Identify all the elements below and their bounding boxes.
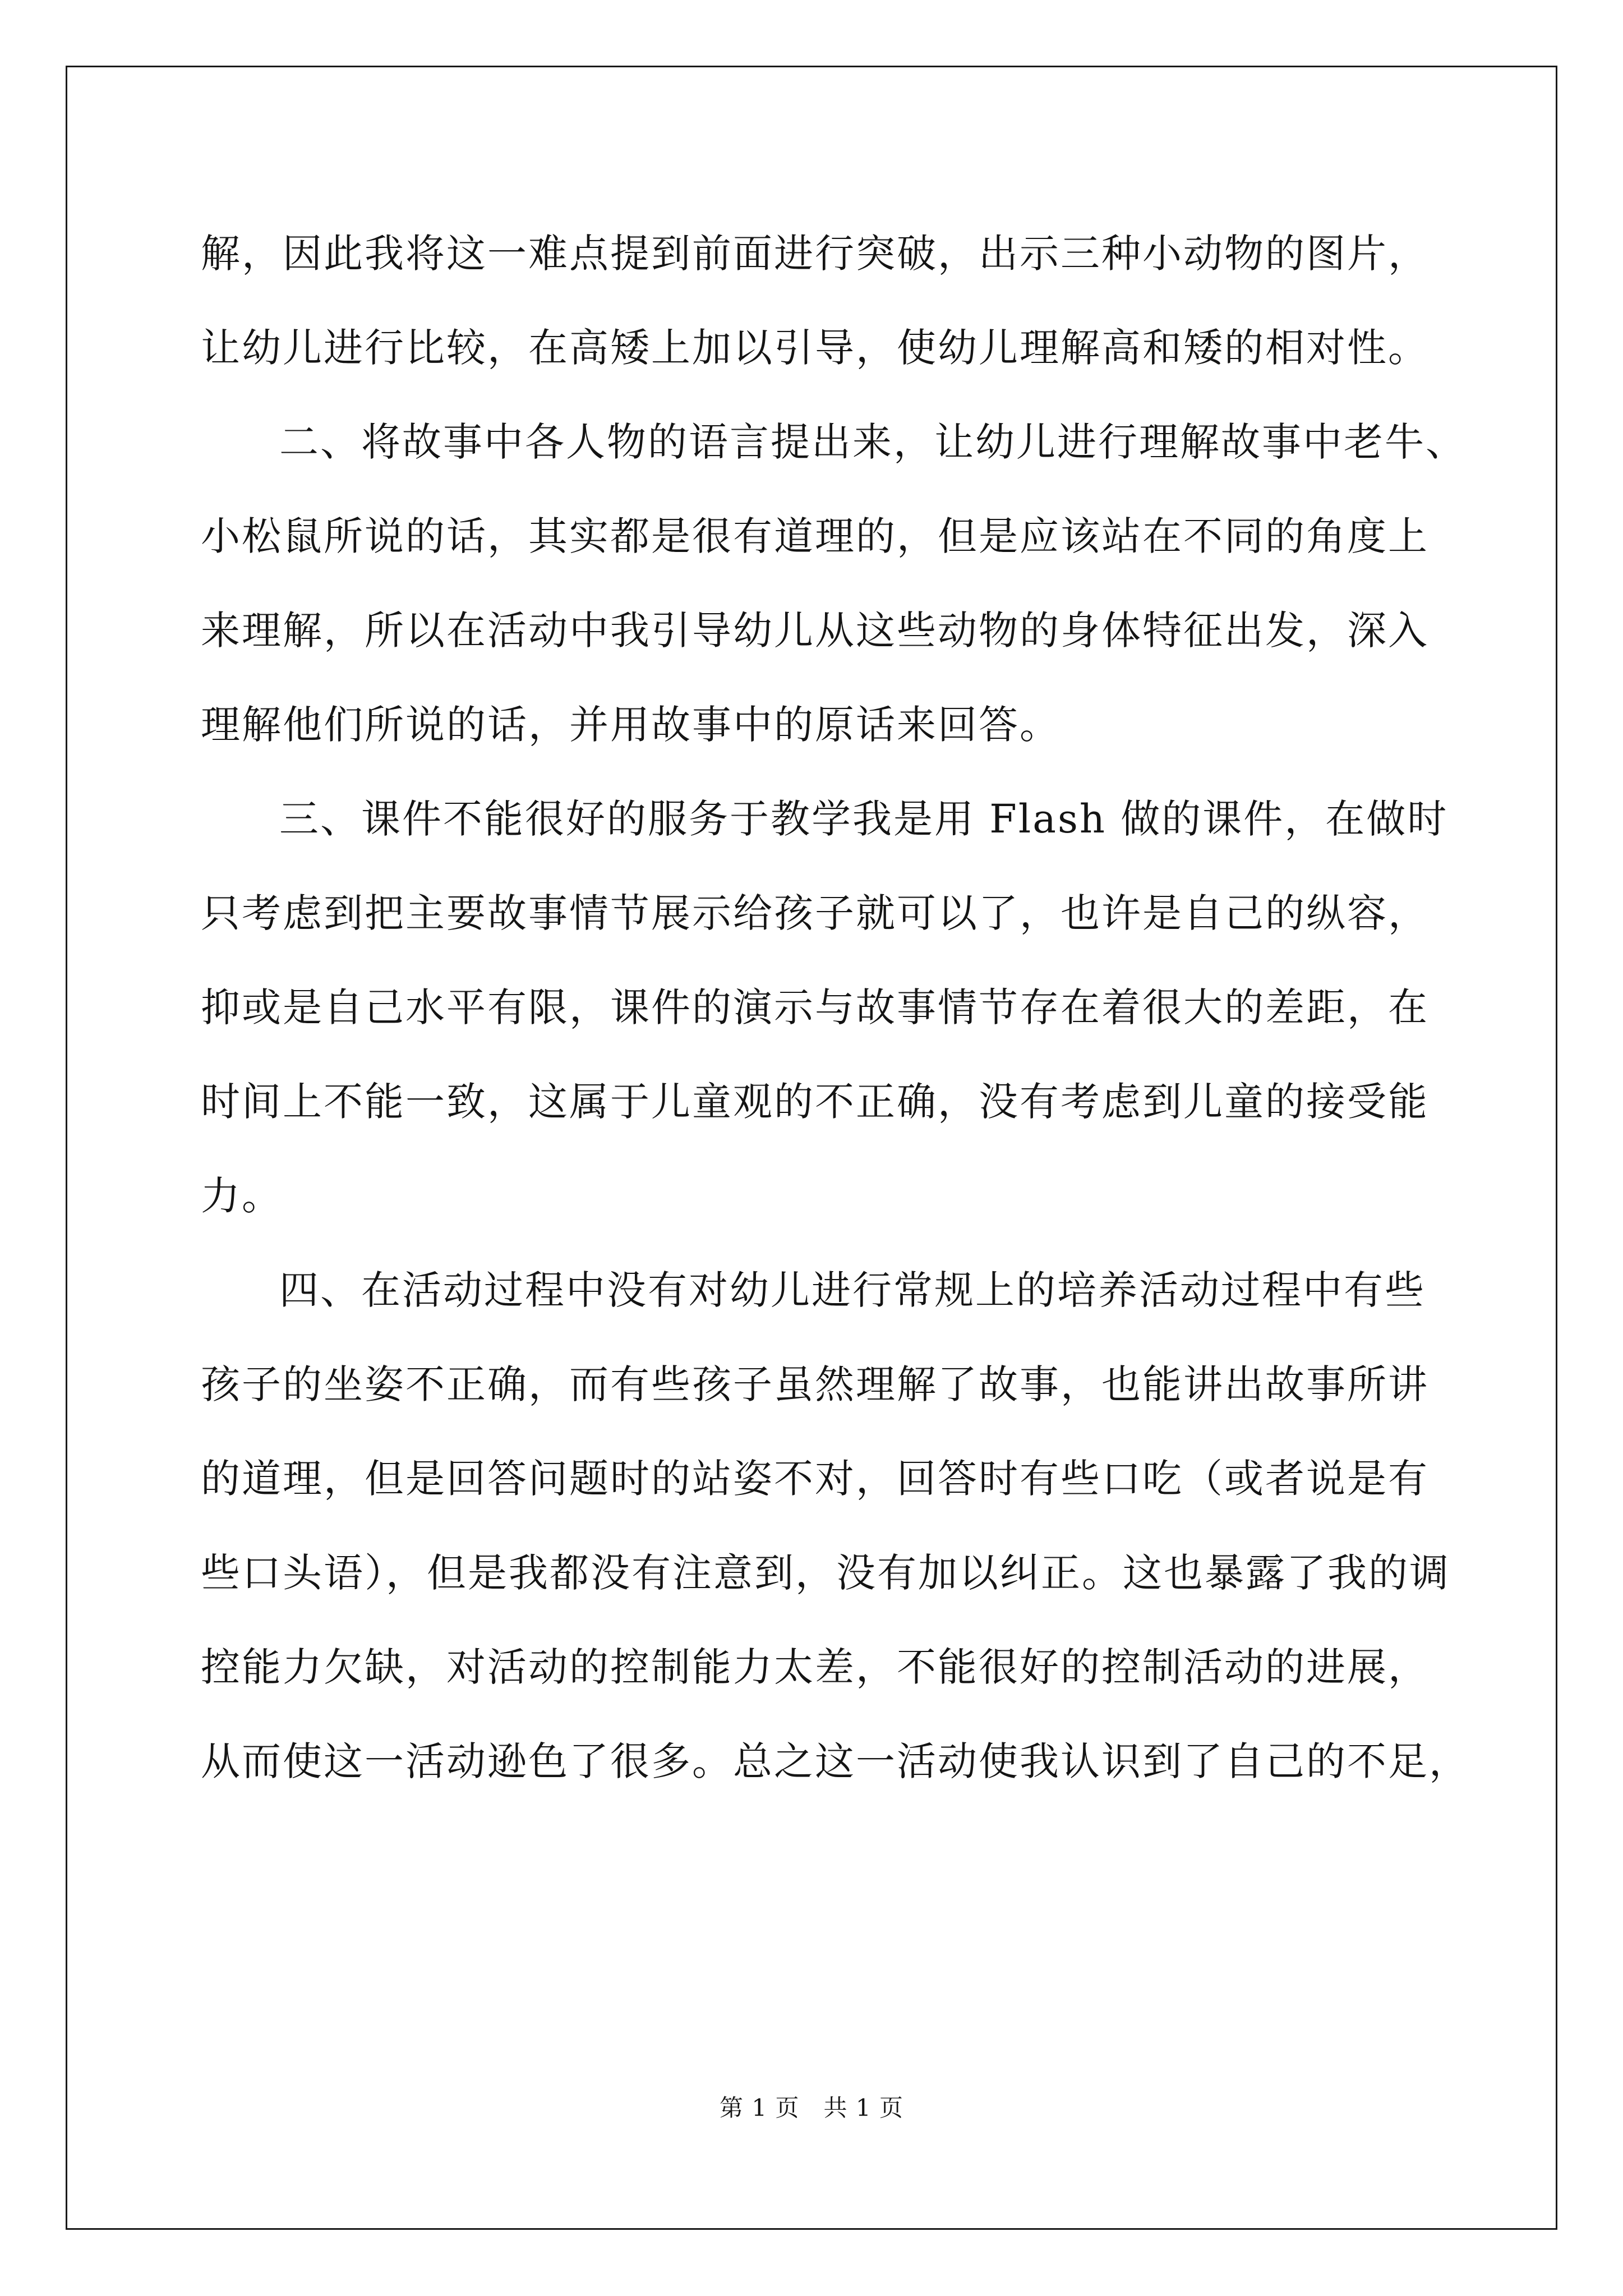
body-line-17: 从而使这一活动逊色了很多。总之这一活动使我认识到了自己的不足， [201, 1738, 1470, 1784]
paragraph-2-line-1: 二、将故事中各人物的语言提出来，让幼儿进行理解故事中老牛、 [279, 419, 1467, 465]
body-line-9: 抑或是自己水平有限，课件的演示与故事情节存在着很大的差距，在 [201, 984, 1429, 1030]
page-border [66, 66, 1557, 2230]
body-line-5: 来理解，所以在活动中我引导幼儿从这些动物的身体特征出发，深入 [201, 608, 1429, 654]
body-line-2: 让幼儿进行比较，在高矮上加以引导，使幼儿理解高和矮的相对性。 [201, 325, 1429, 371]
paragraph-3-line-1: 三、课件不能很好的服务于教学我是用 Flash 做的课件，在做时 [279, 796, 1449, 842]
body-line-6: 理解他们所说的话，并用故事中的原话来回答。 [201, 702, 1061, 748]
page-number-footer: 第 1 页 共 1 页 [720, 2094, 903, 2122]
body-line-1: 解，因此我将这一难点提到前面进行突破，出示三种小动物的图片， [201, 231, 1429, 277]
body-line-13: 孩子的坐姿不正确，而有些孩子虽然理解了故事，也能讲出故事所讲 [201, 1361, 1429, 1407]
body-line-8: 只考虑到把主要故事情节展示给孩子就可以了，也许是自己的纵容， [201, 890, 1429, 936]
body-line-10: 时间上不能一致，这属于儿童观的不正确，没有考虑到儿童的接受能 [201, 1079, 1429, 1125]
body-line-11: 力。 [201, 1173, 283, 1219]
paragraph-4-line-1: 四、在活动过程中没有对幼儿进行常规上的培养活动过程中有些 [279, 1267, 1426, 1313]
body-line-4: 小松鼠所说的话，其实都是很有道理的，但是应该站在不同的角度上 [201, 513, 1429, 559]
body-line-16: 控能力欠缺，对活动的控制能力太差，不能很好的控制活动的进展， [201, 1644, 1429, 1690]
body-line-14: 的道理，但是回答问题时的站姿不对，回答时有些口吃（或者说是有 [201, 1456, 1429, 1502]
body-line-15: 些口头语），但是我都没有注意到，没有加以纠正。这也暴露了我的调 [201, 1550, 1450, 1596]
